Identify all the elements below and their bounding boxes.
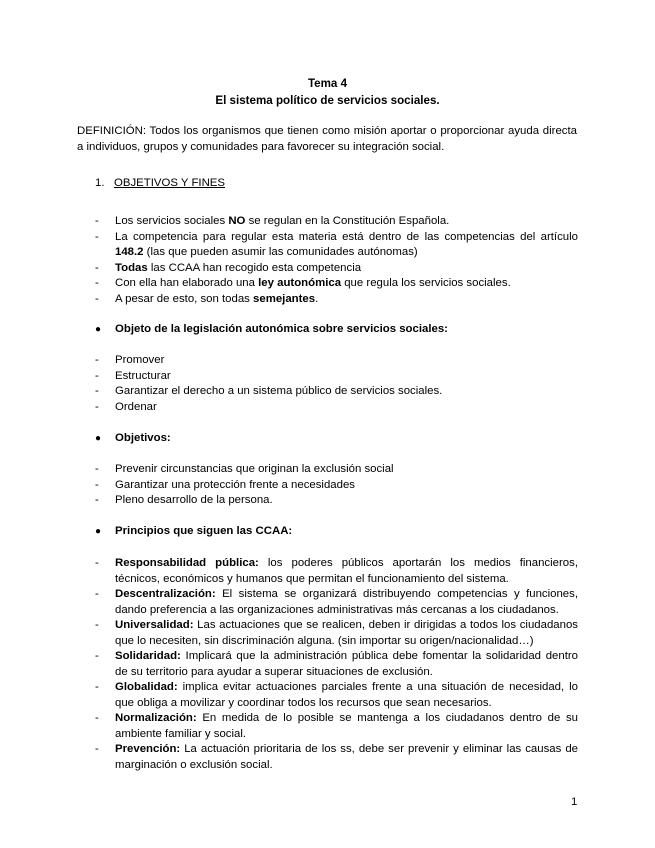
item-text: (las que pueden asumir las comunidades autónomas) <box>143 246 418 258</box>
list-item <box>95 493 578 509</box>
list-item <box>95 680 578 711</box>
dash-marker: - <box>95 369 99 382</box>
list-item <box>95 292 578 308</box>
dash-marker: - <box>95 619 99 631</box>
page-number: 1 <box>571 796 578 808</box>
item-text: . <box>315 292 319 305</box>
section-heading <box>95 176 225 192</box>
dash-marker: - <box>95 463 99 475</box>
principle-term: Universalidad: <box>115 619 194 631</box>
list-item <box>95 230 578 261</box>
bullet-heading-objetivos <box>95 431 171 447</box>
principle-term: Globalidad: <box>115 681 178 693</box>
bullet-heading-text: Objeto de la legislación autonómica sobre servicios sociales: <box>115 323 448 335</box>
item-text: Estructurar <box>115 369 171 382</box>
item-text: La competencia para regular esta materia está dentro de las competencias del artículo <box>115 230 578 243</box>
dash-marker: - <box>95 478 99 491</box>
bullet-icon: ● <box>95 324 102 335</box>
principle-term: Prevención: <box>115 743 181 755</box>
principle-text: La actuación prioritaria de los ss, debe ser prevenir y eliminar las causas de marginación o exclusión social. <box>115 743 578 771</box>
item-text: Garantizar una protección frente a necesidades <box>115 478 355 491</box>
dash-marker: - <box>95 400 99 413</box>
list-item <box>95 462 578 478</box>
item-text: Promover <box>115 354 165 366</box>
item-text: Con ella han elaborado una <box>115 277 259 289</box>
dash-marker: - <box>95 292 99 305</box>
principle-text: Las actuaciones que se realicen, deben ir dirigidas a todos los ciudadanos que lo necesiten, sin discriminación alguna. (sin importar su origen/nacionalidad…) <box>115 619 578 647</box>
dash-marker: - <box>95 261 99 274</box>
list-item <box>95 276 578 292</box>
document-subtitle: El sistema político de servicios sociales. <box>215 94 440 107</box>
item-text: las CCAA han recogido esta competencia <box>147 261 362 274</box>
dash-marker: - <box>95 230 99 243</box>
item-emphasis: semejantes <box>253 292 316 305</box>
item-emphasis: NO <box>228 215 246 227</box>
objeto-list <box>95 353 578 415</box>
item-emphasis: 148.2 <box>115 246 144 258</box>
dash-marker: - <box>95 557 99 569</box>
principios-list <box>95 556 578 773</box>
section-title: OBJETIVOS Y FINES <box>114 177 225 189</box>
list-item <box>95 261 578 277</box>
dash-marker: - <box>95 277 99 289</box>
dash-marker: - <box>95 494 99 506</box>
list-item <box>95 711 578 742</box>
objetivos-list <box>95 462 578 509</box>
list-item <box>95 400 578 416</box>
principle-term: Solidaridad: <box>115 650 181 662</box>
section-number: 1. <box>95 177 105 189</box>
bullet-heading-text: Principios que siguen las CCAA: <box>115 525 293 537</box>
list-item <box>95 369 578 385</box>
document-title: Tema 4 <box>307 77 348 90</box>
list-item <box>95 618 578 649</box>
bullet-heading-objeto <box>95 322 448 338</box>
dash-marker: - <box>95 712 99 724</box>
list-item <box>95 384 578 400</box>
dash-marker: - <box>95 385 99 397</box>
principle-text: Implicará que la administración pública debe fomentar la solidaridad dentro de su territorio para ayudar a superar situaciones de exclusión. <box>115 650 578 678</box>
bullet-icon: ● <box>95 526 102 537</box>
list-item <box>95 742 578 773</box>
dash-marker: - <box>95 354 99 366</box>
list-item <box>95 587 578 618</box>
principle-text: El sistema se organizará distribuyendo competencias y funciones, dando preferencia a las organizaciones administrativas más cercanas a los ciudadanos. <box>115 588 578 616</box>
item-text: Garantizar el derecho a un sistema público de servicios sociales. <box>115 385 443 397</box>
list-item <box>95 556 578 587</box>
item-text: Prevenir circunstancias que originan la exclusión social <box>115 463 394 475</box>
principle-term: Responsabilidad pública: <box>115 557 259 569</box>
item-text: que regula los servicios sociales. <box>341 277 511 289</box>
item-text: Los servicios sociales <box>115 215 229 227</box>
item-text: A pesar de esto, son todas <box>115 292 254 305</box>
bullet-icon: ● <box>95 433 102 444</box>
list-item <box>95 649 578 680</box>
item-text: Pleno desarrollo de la persona. <box>115 494 273 506</box>
item-text: se regulan en la Constitución Española. <box>245 215 450 227</box>
principle-text: implica evitar actuaciones parciales frente a una situación de necesidad, lo que obliga a movilizar y coordinar todos los recursos que sean necesarios. <box>115 681 578 709</box>
list-item <box>95 353 578 369</box>
principle-term: Descentralización: <box>115 588 216 600</box>
item-text: Ordenar <box>115 400 157 413</box>
dash-marker: - <box>95 588 99 600</box>
dash-marker: - <box>95 215 99 227</box>
bullet-heading-text: Objetivos: <box>115 432 171 444</box>
list-item <box>95 478 578 494</box>
principle-term: Normalización: <box>115 712 197 724</box>
principle-text: En medida de lo posible se mantenga a los ciudadanos dentro de su ambiente familiar y social. <box>115 712 578 740</box>
definition-paragraph: DEFINICIÓN: Todos los organismos que tienen como misión aportar o proporcionar ayuda directa a individuos, grupos y comunidades para favorecer su integración social. <box>77 125 577 153</box>
dash-marker: - <box>95 650 99 662</box>
item-emphasis: ley autonómica <box>258 277 342 289</box>
principle-text: los poderes públicos aportarán los medios financieros, técnicos, económicos y humanos que permitan el funcionamiento del sistema. <box>115 557 578 585</box>
dash-marker: - <box>95 743 99 755</box>
list-item <box>95 214 578 230</box>
intro-list <box>95 214 578 307</box>
dash-marker: - <box>95 681 99 693</box>
bullet-heading-principios <box>95 524 292 540</box>
item-emphasis: Todas <box>115 261 148 274</box>
